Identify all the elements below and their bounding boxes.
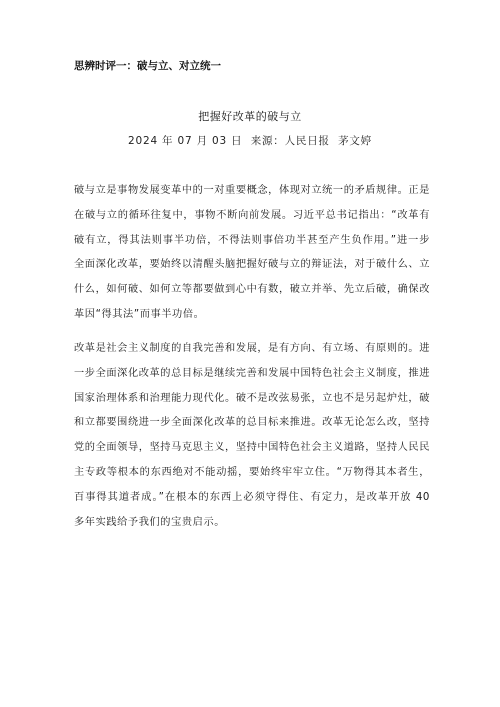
article-paragraph-1: 破与立是事物发展变革中的一对重要概念，体现对立统一的矛盾规律。正是在破与立的循环往复中，事物不断向前发展。习近平总书记指出：“改革有破有立，得其法则事半功倍，不得法则事倍功半甚至产生负作用。”进一步全面深化改革，要始终以清醒头脑把握好破与立的辩证法，对于破什么、立什么，如何破、如何立等都要做到心中有数，破立并举、先立后破，确保改革因“得其法”而事半功倍。 xyxy=(74,185,430,320)
article-byline: 2024 年 07 月 03 日 来源：人民日报 茅文婷 xyxy=(128,135,372,147)
section-label: 思辨时评一：破与立、对立统一 xyxy=(74,60,221,72)
article-paragraph-2: 改革是社会主义制度的自我完善和发展，是有方向、有立场、有原则的。进一步全面深化改革的总目标是继续完善和发展中国特色社会主义制度，推进国家治理体系和治理能力现代化。破不是改弦易张，立也不是另起炉灶，破和立都要围绕进一步全面深化改革的总目标来推进。改革无论怎么改，坚持党的全面领导，坚持马克思主义，坚持中国特色社会主义道路，坚持人民民主专政等根本的东西绝对不能动摇，要始终牢牢立住。“万物得其本者生，百事得其道者成。”在根本的东西上必须守得住、有定力，是改革开放 40 多年实践给予我们的宝贵启示。 xyxy=(74,343,430,528)
article-title: 把握好改革的破与立 xyxy=(198,110,302,123)
